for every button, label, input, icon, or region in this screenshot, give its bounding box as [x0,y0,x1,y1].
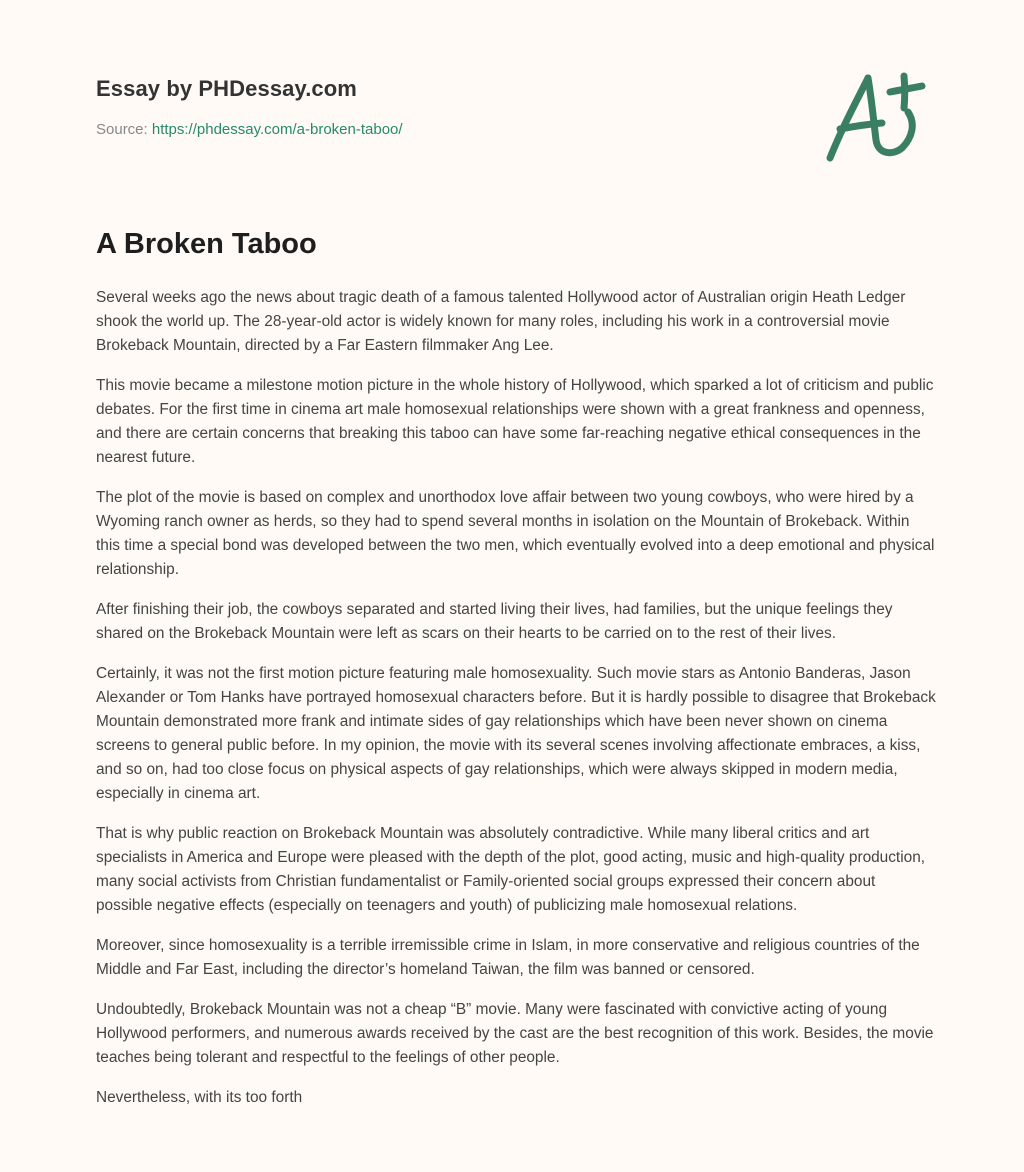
source-line [96,120,928,140]
site-title: Essay by PHDessay.com [96,76,357,101]
article-paragraph: Several weeks ago the news about tragic death of a famous talented Hollywood actor of Australian origin Heath Ledger shook the world up. The 28-year-old actor is widely known for many roles, including his work in a controversial movie Brokeback Mountain, directed by a Far Eastern filmmaker Ang Lee. [96,289,906,354]
article-paragraph: Moreover, since homosexuality is a terrible irremissible crime in Islam, in more conservative and religious countries of the Middle and Far East, including the director’s homeland Taiwan, the film was banned or censored. [96,937,920,978]
source-link[interactable]: https://phdessay.com/a-broken-taboo/ [151,121,403,138]
article-paragraph: After finishing their job, the cowboys separated and started living their lives, had families, but the unique feelings they shared on the Brokeback Mountain were left as scars on their hearts to be carried on to the rest of their lives. [96,601,893,642]
article-paragraph: Undoubtedly, Brokeback Mountain was not a cheap “B” movie. Many were fascinated with convictive acting of young Hollywood performers, and numerous awards received by the cast are the best recognition of this work. Besides, the movie teaches being tolerant and respectful to the feelings of other people. [96,1001,934,1066]
article-paragraph: That is why public reaction on Brokeback Mountain was absolutely contradictive. While many liberal critics and art specialists in America and Europe were pleased with the depth of the plot, good acting, music and high-quality production, many social activists from Christian fundamentalist or Family-oriented social groups expressed their concern about possible negative effects (especially on teenagers and youth) of publicizing male homosexual relations. [96,825,926,914]
article-paragraph: Certainly, it was not the first motion picture featuring male homosexuality. Such movie stars as Antonio Banderas, Jason Alexander or Tom Hanks have portrayed homosexual characters before. But it is hardly possible to disagree that Brokeback Mountain demonstrated more frank and intimate sides of gay relationships which have been never shown on cinema screens to general public before. In my opinion, the movie with its several scenes involving affectionate embraces, a kiss, and so on, had too close focus on physical aspects of gay relationships, which were always skipped in modern media, especially in cinema art. [96,665,936,802]
article [96,224,936,1126]
article-paragraph: This movie became a milestone motion picture in the whole history of Hollywood, which sparked a lot of criticism and public debates. For the first time in cinema art male homosexual relationships were shown with a great frankness and openness, and there are certain concerns that breaking this taboo can have some far-reaching negative ethical consequences in the nearest future. [96,377,934,466]
article-title: A Broken Taboo [96,228,317,260]
page-header [96,74,928,140]
a-plus-grade-icon [820,66,930,166]
article-paragraph-truncated: Nevertheless, with its too forth [96,1089,303,1106]
source-label: Source: [96,121,152,138]
article-paragraph: The plot of the movie is based on complex and unorthodox love affair between two young cowboys, who were hired by a Wyoming ranch owner as herds, so they had to spend several months in isolation on the Mountain of Brokeback. Within this time a special bond was developed between the two men, which eventually evolved into a deep emotional and physical relationship. [96,489,935,578]
